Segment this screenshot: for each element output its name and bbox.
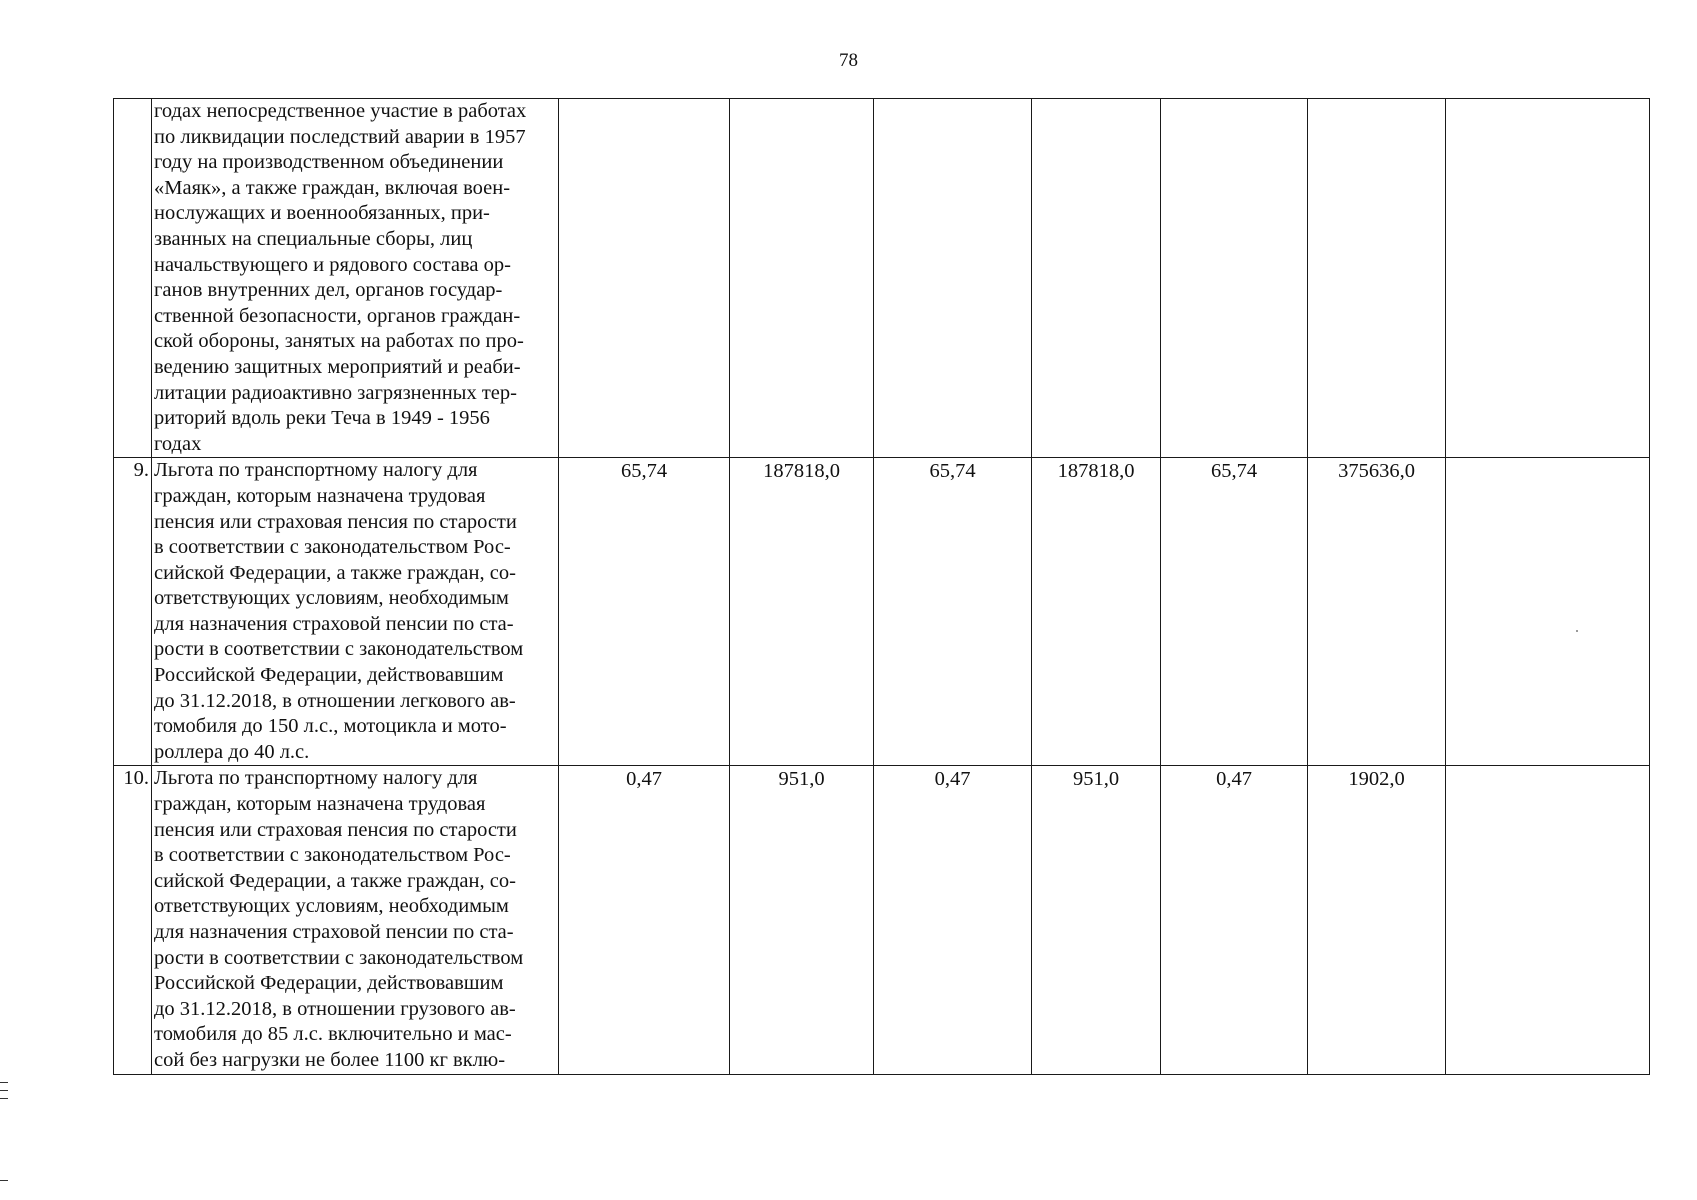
- description-line: томобиля до 150 л.с., мотоцикла и мото-: [154, 715, 507, 738]
- value-cell: 0,47: [1161, 766, 1308, 1074]
- description-line: ответствующих условиям, необходимым: [154, 587, 509, 610]
- description-line: ответствующих условиям, необходимым: [154, 895, 509, 918]
- description-line: Льгота по транспортному налогу для: [154, 767, 478, 790]
- description-line: до 31.12.2018, в отношении грузового ав-: [154, 997, 516, 1020]
- scan-edge-mark: [0, 1090, 8, 1091]
- description-line: годах непосредственное участие в работах: [154, 100, 527, 122]
- description-line: для назначения страховой пенсии по ста-: [154, 921, 514, 943]
- description-line: сийской Федерации, а также граждан, со-: [154, 869, 516, 892]
- value-cell: 951,0: [1032, 766, 1161, 1074]
- description-line: граждан, которым назначена трудовая: [154, 793, 486, 816]
- description-line: годах: [154, 432, 202, 455]
- description-cell: [152, 99, 559, 458]
- table-row: [114, 99, 1650, 458]
- value-cell: [1032, 99, 1161, 458]
- description-line: в соответствии с законодательством Рос-: [154, 536, 511, 559]
- description-line: томобиля до 85 л.с. включительно и мас-: [154, 1023, 512, 1046]
- table-row: [114, 458, 1650, 766]
- page-number: 78: [839, 50, 858, 71]
- description-cell: [152, 458, 559, 766]
- row-number-cell: [114, 99, 152, 458]
- description-line: роллера до 40 л.с.: [154, 740, 310, 763]
- description-line: до 31.12.2018, в отношении легкового ав-: [154, 689, 516, 712]
- table-body: [114, 99, 1650, 1075]
- description-line: для назначения страховой пенсии по ста-: [154, 612, 514, 635]
- description-line: Российской Федерации, действовавшим: [154, 972, 504, 995]
- description-line: ганов внутренних дел, органов государ-: [154, 279, 503, 302]
- notes-cell: [1446, 766, 1650, 1074]
- notes-cell: [1446, 458, 1650, 766]
- description-line: начальствующего и рядового состава ор-: [154, 253, 511, 276]
- value-cell: [730, 99, 874, 458]
- scan-speck: [1576, 630, 1578, 632]
- description-line: званных на специальные сборы, лиц: [154, 227, 473, 250]
- value-cell: 65,74: [1161, 458, 1308, 766]
- value-cell: 0,47: [874, 766, 1032, 1074]
- description-line: «Маяк», а также граждан, включая воен-: [154, 176, 511, 199]
- description-line: Льгота по транспортному налогу для: [154, 459, 478, 482]
- description-line: пенсия или страховая пенсия по старости: [154, 510, 517, 533]
- value-cell: 65,74: [874, 458, 1032, 766]
- description-line: сой без нагрузки не более 1100 кг вклю-: [154, 1048, 506, 1071]
- scan-edge-mark: [0, 1082, 8, 1083]
- row-number-cell: 10.: [114, 766, 152, 1074]
- description-line: ведению защитных мероприятий и реаби-: [154, 355, 521, 378]
- description-line: пенсия или страховая пенсия по старости: [154, 818, 517, 841]
- scan-edge-mark: [0, 1098, 8, 1099]
- description-line: ственной безопасности, органов граждан-: [154, 304, 521, 327]
- value-cell: 187818,0: [730, 458, 874, 766]
- description-line: сийской Федерации, а также граждан, со-: [154, 561, 516, 584]
- row-number-cell: 9.: [114, 458, 152, 766]
- description-line: литации радиоактивно загрязненных тер-: [154, 381, 517, 404]
- value-cell: 1902,0: [1308, 766, 1446, 1074]
- description-line: году на производственном объединении: [154, 151, 504, 174]
- description-line: граждан, которым назначена трудовая: [154, 484, 486, 507]
- value-cell: 951,0: [730, 766, 874, 1074]
- value-cell: 0,47: [559, 766, 730, 1074]
- description-line: нослужащих и военнообязанных, при-: [154, 202, 490, 225]
- description-cell: [152, 766, 559, 1074]
- value-cell: 375636,0: [1308, 458, 1446, 766]
- value-cell: [559, 99, 730, 458]
- value-cell: 65,74: [559, 458, 730, 766]
- benefits-table: [113, 98, 1650, 1075]
- value-cell: [1161, 99, 1308, 458]
- notes-cell: [1446, 99, 1650, 458]
- value-cell: 187818,0: [1032, 458, 1161, 766]
- description-line: рости в соответствии с законодательством: [154, 638, 524, 661]
- description-line: риторий вдоль реки Теча в 1949 - 1956: [154, 407, 490, 430]
- description-line: по ликвидации последствий аварии в 1957: [154, 125, 526, 148]
- scan-edge-mark: [0, 1180, 8, 1181]
- description-line: рости в соответствии с законодательством: [154, 946, 524, 969]
- description-line: ской обороны, занятых на работах по про-: [154, 330, 524, 353]
- table-row: [114, 766, 1650, 1074]
- value-cell: [874, 99, 1032, 458]
- description-line: Российской Федерации, действовавшим: [154, 664, 504, 687]
- value-cell: [1308, 99, 1446, 458]
- description-line: в соответствии с законодательством Рос-: [154, 844, 511, 867]
